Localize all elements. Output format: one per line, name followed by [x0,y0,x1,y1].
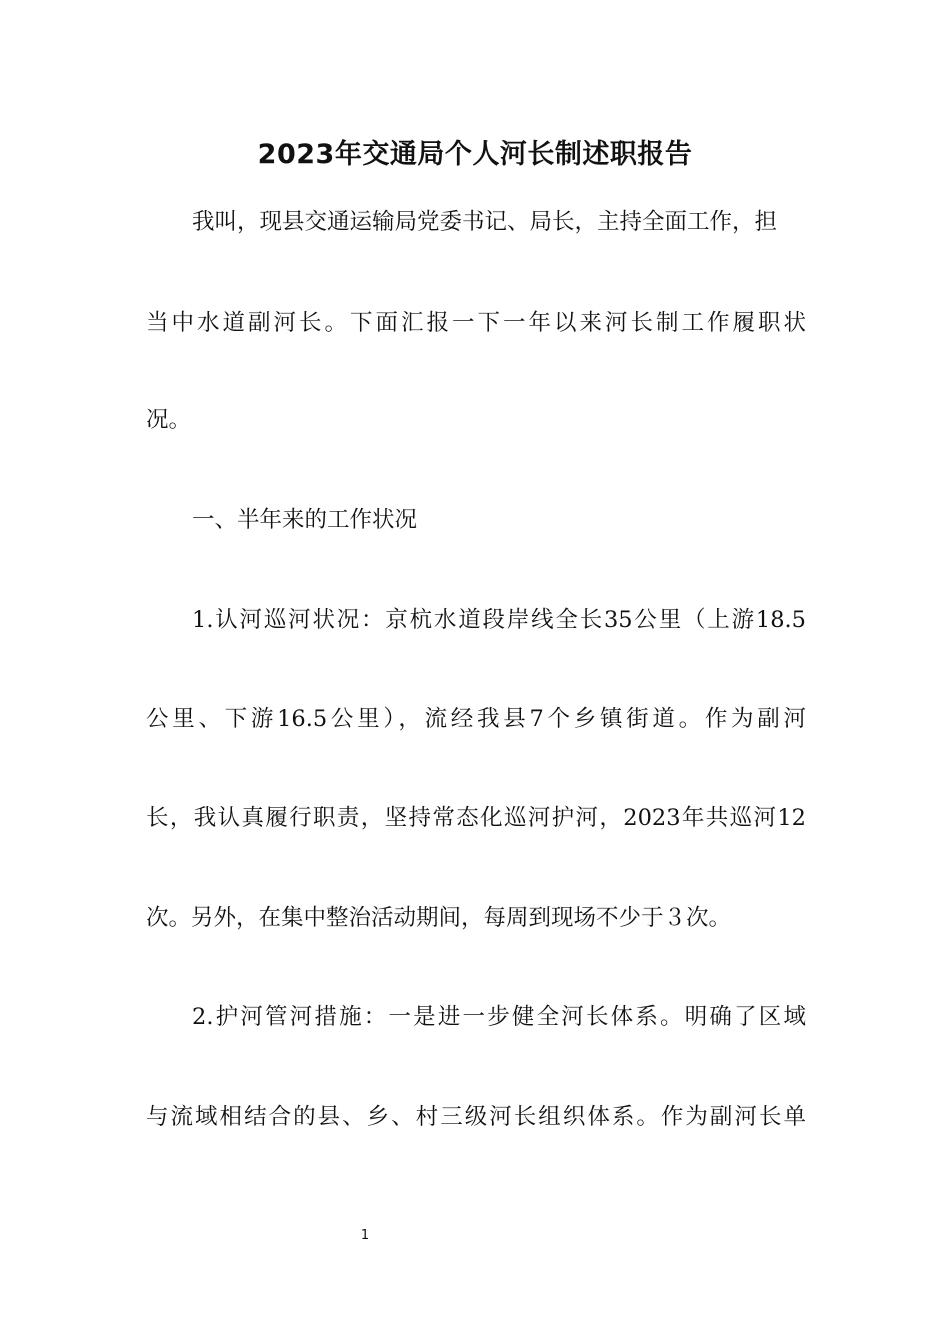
document-title: 2023年交通局个人河长制述职报告 [257,139,693,170]
paragraph-line: 长，我认真履行职责，坚持常态化巡河护河，2023年共巡河12 [146,805,806,831]
section-heading: 一、半年来的工作状况 [192,507,418,533]
paragraph-line: 当中水道副河长。下面汇报一下一年以来河长制工作履职状 [146,310,806,336]
paragraph-line: 1.认河巡河状况：京杭水道段岸线全长35公里（上游18.5 [192,607,806,633]
paragraph-line: 与流域相结合的县、乡、村三级河长组织体系。作为副河长单 [146,1104,806,1130]
paragraph-line: 公里、下游16.5公里），流经我县7个乡镇街道。作为副河 [146,706,806,732]
page-number: 1 [360,1228,370,1243]
paragraph-line: 我叫，现县交通运输局党委书记、局长，主持全面工作，担 [192,209,778,235]
paragraph-line: 2.护河管河措施：一是进一步健全河长体系。明确了区域 [192,1004,806,1030]
paragraph-line: 况。 [146,407,192,433]
paragraph-line: 次。另外，在集中整治活动期间，每周到现场不少于３次。 [146,905,732,931]
